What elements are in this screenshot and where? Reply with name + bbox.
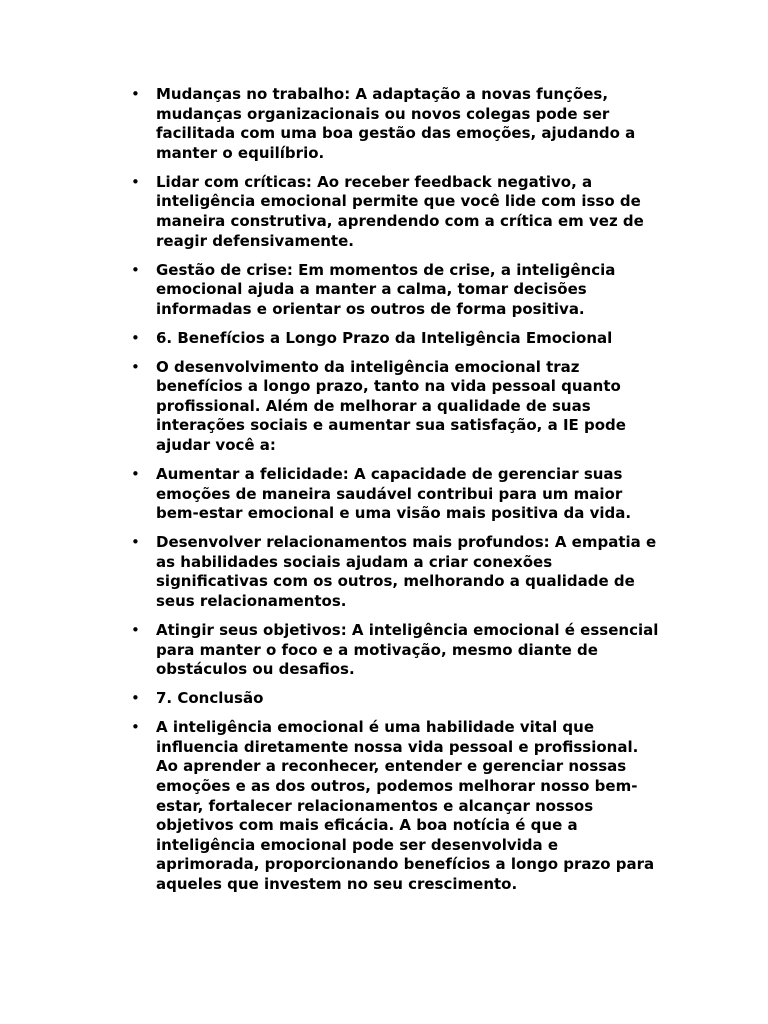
list-item-text: Lidar com críticas: Ao receber feedback negativo, a inteligência emocional permite que você lide com isso de maneira construtiva, aprendendo com a crítica em vez de reagir defensivamente. xyxy=(156,172,644,250)
bullet-icon: • xyxy=(131,172,140,191)
list-item-text: A inteligência emocional é uma habilidade vital que influencia diretamente nossa vida pessoal e profissional. Ao aprender a reconhecer, entender e gerenciar nossas emoções e as dos outros, podemos melhorar nosso bem-estar, fortalecer relacionamentos e alcançar nossos objetivos com mais eficácia. A boa notícia é que a inteligência emocional pode ser desenvolvida e aprimorada, proporcionando benefícios a longo prazo para aqueles que investem no seu crescimento. xyxy=(156,718,655,893)
bullet-list xyxy=(126,85,662,904)
list-item xyxy=(126,173,662,251)
section-heading-item xyxy=(126,329,662,349)
list-item xyxy=(126,718,662,894)
list-item xyxy=(126,621,662,680)
section-heading: 6. Benefícios a Longo Prazo da Inteligência Emocional xyxy=(156,328,613,347)
bullet-icon: • xyxy=(131,533,140,552)
bullet-icon: • xyxy=(131,85,140,103)
bullet-icon: • xyxy=(131,465,140,484)
bullet-icon: • xyxy=(131,328,140,347)
list-item xyxy=(126,358,662,456)
bullet-icon: • xyxy=(131,357,140,376)
list-item xyxy=(126,533,662,611)
list-item-text: O desenvolvimento da inteligência emocional traz benefícios a longo prazo, tanto na vida pessoal quanto profissional. Além de melhorar a qualidade de suas interações sociais e aumentar sua satisfação, a IE pode ajudar você a: xyxy=(156,357,626,455)
list-item-text: Mudanças no trabalho: A adaptação a novas funções, mudanças organizacionais ou novos colegas pode ser facilitada com uma boa gestão das emoções, ajudando a manter o equilíbrio. xyxy=(156,85,636,162)
bullet-icon: • xyxy=(131,718,140,737)
bullet-icon: • xyxy=(131,260,140,279)
section-heading-item xyxy=(126,689,662,709)
section-heading: 7. Conclusão xyxy=(156,689,264,708)
list-item xyxy=(126,261,662,320)
list-item-text: Desenvolver relacionamentos mais profundos: A empatia e as habilidades sociais ajudam a criar conexões significativas com os outros, melhorando a qualidade de seus relacionamentos. xyxy=(156,533,657,610)
list-item-text: Gestão de crise: Em momentos de crise, a inteligência emocional ajuda a manter a calma, tomar decisões informadas e orientar os outros de forma positiva. xyxy=(156,260,616,318)
bullet-icon: • xyxy=(131,620,140,639)
bullet-icon: • xyxy=(131,689,140,708)
list-item-text: Aumentar a felicidade: A capacidade de gerenciar suas emoções de maneira saudável contribui para um maior bem-estar emocional e uma visão mais positiva da vida. xyxy=(156,465,632,523)
list-item-text: Atingir seus objetivos: A inteligência emocional é essencial para manter o foco e a motivação, mesmo diante de obstáculos ou desafios. xyxy=(156,620,659,679)
list-item xyxy=(126,85,662,163)
list-item xyxy=(126,465,662,524)
